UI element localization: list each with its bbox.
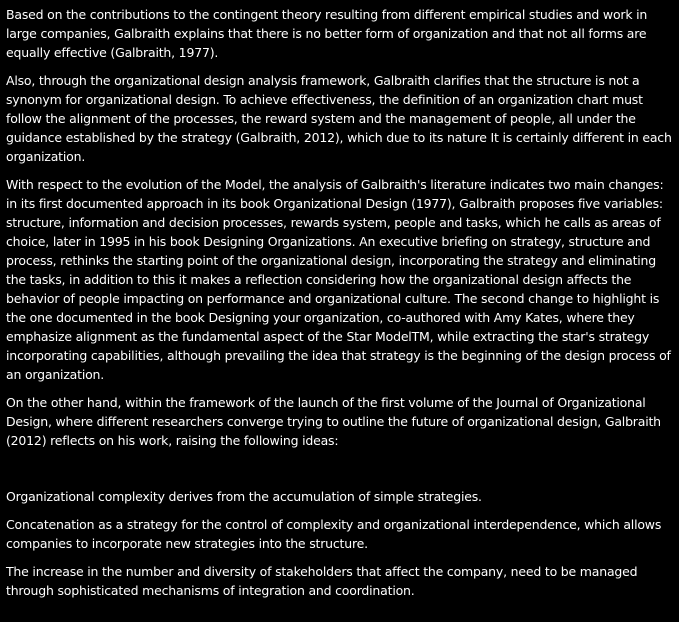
idea-concatenation: Concatenation as a strategy for the control of complexity and organizational interdependence, which allows companies to incorporate new strategies into the structure. <box>6 517 662 551</box>
paragraph-contingent-theory: Based on the contributions to the contingent theory resulting from different empirical studies and work in large companies, Galbraith explains that there is no better form of organization and that not all forms are equally effective (Galbraith, 1977). <box>6 7 648 60</box>
idea-complexity: Organizational complexity derives from the accumulation of simple strategies. <box>6 489 482 504</box>
paragraph-design-framework: Also, through the organizational design analysis framework, Galbraith clarifies that the structure is not a synonym for organizational design. To achieve effectiveness, the definition of an organization chart must follow the alignment of the processes, the reward system and the management of people, all under the guidance established by the strategy (Galbraith, 2012), which due to its nature It is certainly different in each organization. <box>6 73 672 164</box>
paragraph-model-evolution: With respect to the evolution of the Model, the analysis of Galbraith's literature indicates two main changes: in its first documented approach in its book Organizational Design (1977), Galbraith proposes five variables: structure, information and decision processes, rewards system, people and tasks, which he calls as areas of choice, later in 1995 in his book Designing Organizations. An executive briefing on strategy, structure and process, rethinks the starting point of the organizational design, incorporating the strategy and eliminating the tasks, in addition to this it makes a reflection considering how the organizational design affects the behavior of people impacting on performance and organizational culture. The second change to highlight is the one documented in the book Designing your organization, co-authored with Amy Kates, where they emphasize alignment as the fundamental aspect of the Star ModelTM, while extracting the star's strategy incorporating capabilities, although prevailing the idea that strategy is the beginning of the design process of an organization. <box>6 177 671 382</box>
idea-stakeholders: The increase in the number and diversity of stakeholders that affect the company, need to be managed through sophisticated mechanisms of integration and coordination. <box>6 564 638 598</box>
paragraph-journal-ideas: On the other hand, within the framework of the launch of the first volume of the Journal of Organizational Design, where different researchers converge trying to outline the future of organizational design, Galbraith (2012) reflects on his work, raising the following ideas: <box>6 395 661 448</box>
